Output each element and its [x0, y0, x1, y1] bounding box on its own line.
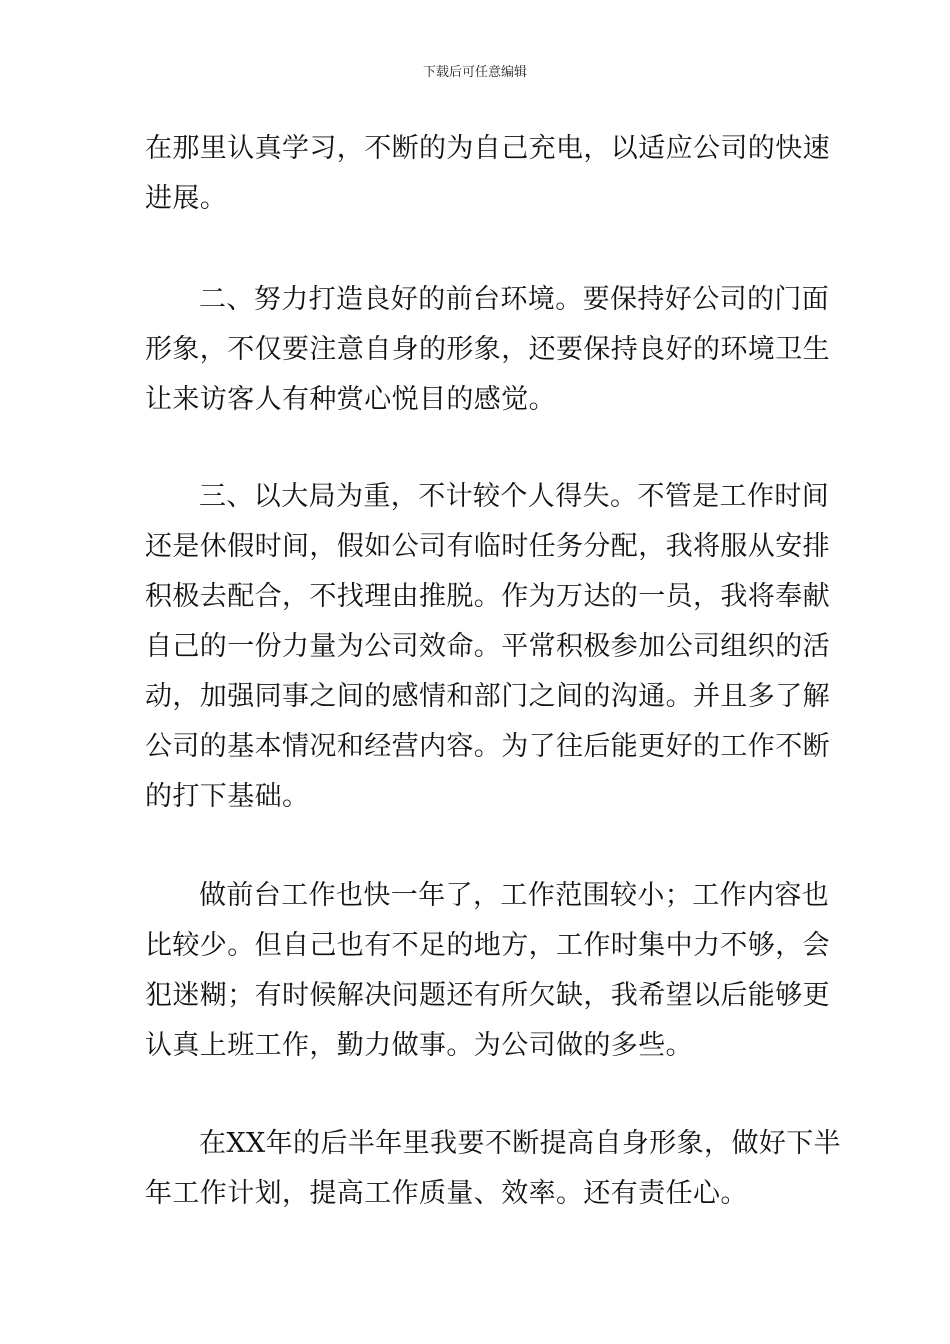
- paragraph-3-line-3: 积极去配合，不找理由推脱。作为万达的一员，我将奉献: [145, 581, 830, 612]
- paragraph-3-line-2: 还是休假时间，假如公司有临时任务分配，我将服从安排: [145, 531, 830, 562]
- page-header: 下载后可任意编辑: [422, 65, 527, 80]
- paragraph-3-line-7: 的打下基础。: [145, 781, 310, 812]
- paragraph-4-line-3: 犯迷糊；有时候解决问题还有所欠缺，我希望以后能够更: [145, 980, 830, 1011]
- paragraph-3-line-1: 三、以大局为重，不计较个人得失。不管是工作时间: [199, 481, 830, 512]
- paragraph-2-line-1: 二、努力打造良好的前台环境。要保持好公司的门面: [199, 284, 830, 315]
- paragraph-3-line-4: 自己的一份力量为公司效命。平常积极参加公司组织的活: [145, 631, 830, 662]
- paragraph-1-line-1: 在那里认真学习，不断的为自己充电，以适应公司的快速: [145, 133, 830, 164]
- paragraph-4-line-1: 做前台工作也快一年了，工作范围较小；工作内容也: [199, 880, 830, 911]
- paragraph-5-line-2: 年工作计划，提高工作质量、效率。还有责任心。: [145, 1178, 748, 1209]
- paragraph-2-line-2: 形象，不仅要注意自身的形象，还要保持良好的环境卫生: [145, 334, 830, 365]
- paragraph-4-line-4: 认真上班工作，勤力做事。为公司做的多些。: [145, 1030, 693, 1061]
- paragraph-4-line-2: 比较少。但自己也有不足的地方，工作时集中力不够，会: [145, 930, 830, 961]
- paragraph-2-line-3: 让来访客人有种赏心悦目的感觉。: [145, 384, 556, 415]
- paragraph-5-line-1: 在XX年的后半年里我要不断提高自身形象，做好下半: [199, 1128, 842, 1159]
- paragraph-3-line-6: 公司的基本情况和经营内容。为了往后能更好的工作不断: [145, 731, 830, 762]
- paragraph-1-line-2: 进展。: [145, 183, 228, 214]
- paragraph-3-line-5: 动，加强同事之间的感情和部门之间的沟通。并且多了解: [145, 681, 830, 712]
